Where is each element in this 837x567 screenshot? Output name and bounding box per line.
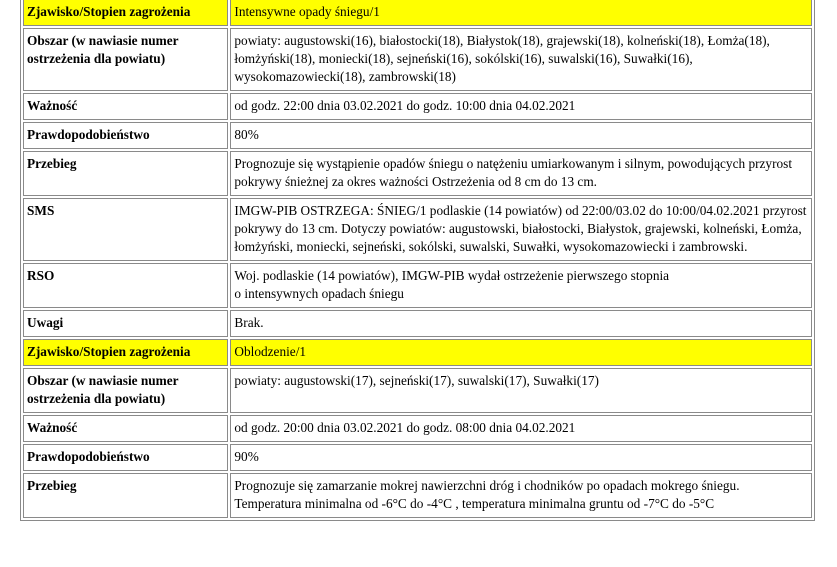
rso-row [23, 263, 812, 308]
course-row [23, 473, 812, 518]
area-label: Obszar (w nawiasie numer ostrzeżenia dla powiatu) [23, 28, 228, 91]
course-row [23, 151, 812, 196]
sms-value: IMGW-PIB OSTRZEGA: ŚNIEG/1 podlaskie (14 powiatów) od 22:00/03.02 do 10:00/04.02.2021 przyrost pokrywy do 13 cm. Dotyczy powiatów: augustowski, białostocki, Białystok, grajewski, kolneński, Łomża, łomżyński, moniecki, sejneński, sokólski, suwalski, Suwałki, wysokomazowiecki i zambrowski. [230, 198, 812, 261]
notes-row [23, 310, 812, 337]
area-value: powiaty: augustowski(17), sejneński(17), suwalski(17), Suwałki(17) [230, 368, 812, 413]
probability-value: 90% [230, 444, 812, 471]
area-row [23, 368, 812, 413]
phenomenon-value: Oblodzenie/1 [230, 339, 812, 366]
phenomenon-row [23, 339, 812, 366]
phenomenon-row [23, 0, 812, 26]
course-value: Prognozuje się wystąpienie opadów śniegu o natężeniu umiarkowanym i silnym, powodujących przyrost pokrywy śnieżnej za okres ważności Ostrzeżenia od 8 cm do 13 cm. [230, 151, 812, 196]
validity-row [23, 93, 812, 120]
validity-label: Ważność [23, 415, 228, 442]
sms-row [23, 198, 812, 261]
probability-row [23, 122, 812, 149]
sms-label: SMS [23, 198, 228, 261]
warnings-table [20, 0, 815, 521]
validity-row [23, 415, 812, 442]
probability-row [23, 444, 812, 471]
probability-label: Prawdopodobieństwo [23, 444, 228, 471]
rso-label: RSO [23, 263, 228, 308]
validity-value: od godz. 22:00 dnia 03.02.2021 do godz. 10:00 dnia 04.02.2021 [230, 93, 812, 120]
course-line: Temperatura minimalna od -6°C do -4°C , temperatura minimalna gruntu od -7°C do -5°C [234, 496, 715, 511]
probability-value: 80% [230, 122, 812, 149]
validity-value: od godz. 20:00 dnia 03.02.2021 do godz. 08:00 dnia 04.02.2021 [230, 415, 812, 442]
probability-label: Prawdopodobieństwo [23, 122, 228, 149]
course-value [230, 473, 812, 518]
area-value: powiaty: augustowski(16), białostocki(18), Białystok(18), grajewski(18), kolneński(18), Łomża(18), łomżyński(18), moniecki(18), sejneński(16), sokólski(16), suwalski(16), Suwałki(16), wysokomazowiecki(18), zambrowski(18) [230, 28, 812, 91]
validity-label: Ważność [23, 93, 228, 120]
course-line: Prognozuje się zamarzanie mokrej nawierzchni dróg i chodników po opadach mokrego śniegu. [234, 478, 740, 493]
rso-value [230, 263, 812, 308]
rso-line: o intensywnych opadach śniegu [234, 286, 404, 301]
notes-label: Uwagi [23, 310, 228, 337]
phenomenon-value: Intensywne opady śniegu/1 [230, 0, 812, 26]
rso-line: Woj. podlaskie (14 powiatów), IMGW-PIB wydał ostrzeżenie pierwszego stopnia [234, 268, 670, 283]
course-label: Przebieg [23, 473, 228, 518]
phenomenon-label: Zjawisko/Stopien zagrożenia [23, 0, 228, 26]
course-label: Przebieg [23, 151, 228, 196]
phenomenon-label: Zjawisko/Stopien zagrożenia [23, 339, 228, 366]
area-row [23, 28, 812, 91]
area-label: Obszar (w nawiasie numer ostrzeżenia dla powiatu) [23, 368, 228, 413]
notes-value: Brak. [230, 310, 812, 337]
